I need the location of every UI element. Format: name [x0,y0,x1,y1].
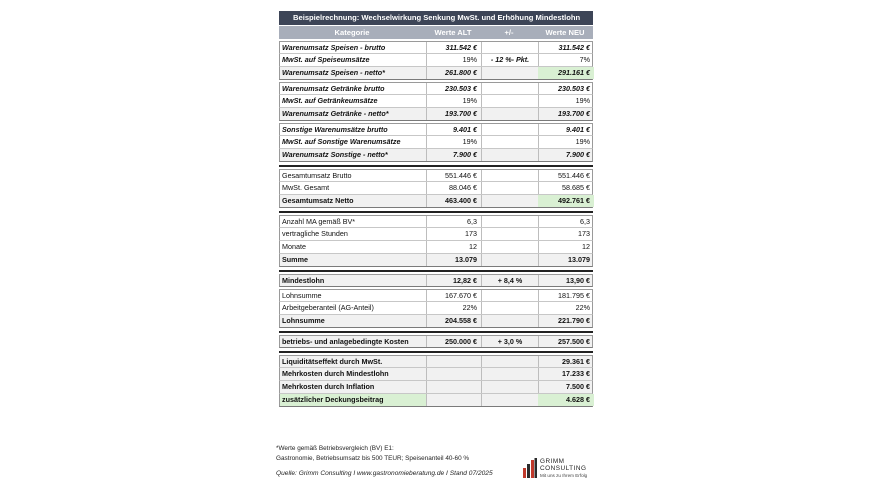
table-row [279,67,593,80]
logo-line2: CONSULTING [540,465,587,472]
table-block [279,355,593,407]
cell-alt: 173 [426,228,482,240]
cell-alt: 311.542 € [426,42,482,53]
cell-lab: Monate [282,242,306,251]
cell-alt: 22% [426,302,482,314]
table-row [279,355,593,368]
cell-neu: 173 [578,229,590,238]
section-divider [279,165,593,167]
table-row [279,123,593,136]
footnote-line2: Gastronomie, Betriebsumsatz bis 500 TEUR; Speisenanteil 40-60 % [276,455,470,462]
cell-lab: Sonstige Warenumsätze brutto [282,125,388,134]
logo-name [540,458,586,472]
cell-neu: 13,90 € [566,276,590,285]
cell-neu: 7.500 € [566,382,590,391]
cell-pm [482,302,539,314]
table-row [279,274,593,287]
cell-lab: Lohnsumme [282,291,322,300]
cell-neu: 221.790 € [558,316,590,325]
cell-neu: 291.161 € [538,67,594,79]
cell-neu: 7% [579,55,590,64]
cell-alt: 250.000 € [426,336,482,347]
table-row [279,169,593,182]
header-alt: Werte ALT [434,28,472,37]
cell-neu: 12 [582,242,590,251]
cell-pm: - 12 %- Pkt. [482,54,539,66]
cell-alt: 13.079 [426,254,482,266]
cell-pm [482,216,539,227]
cell-pm [482,381,539,393]
cell-alt [426,394,482,406]
column-header [279,26,593,39]
cell-neu: 257.500 € [558,337,590,346]
section-divider [279,351,593,353]
cell-lab: MwSt. Gesamt [282,183,330,192]
cell-pm: + 8,4 % [482,275,539,286]
table-row [279,335,593,348]
cell-pm [482,228,539,240]
cell-alt: 204.558 € [426,315,482,327]
cell-lab: Arbeitgeberanteil (AG-Anteil) [282,303,374,312]
cell-lab: Mehrkosten durch Mindestlohn [282,369,389,378]
source-note: Quelle: Grimm Consulting I www.gastronomieberatung.de I Stand 07/2025 [276,470,493,477]
section-divider [279,211,593,213]
cell-alt: 12 [426,241,482,253]
cell-neu: 181.795 € [558,291,590,300]
logo-bars-icon [523,458,537,478]
table-row [279,195,593,208]
cell-neu: 9.401 € [566,125,590,134]
cell-alt: 193.700 € [426,108,482,120]
cell-lab: MwSt. auf Getränkeumsätze [282,96,378,105]
header-neu: Werte NEU [545,28,585,37]
cell-neu: 13.079 [568,255,590,264]
table-block [279,82,593,121]
section-divider [279,270,593,272]
cell-neu: 4.628 € [538,394,594,406]
cell-neu: 492.761 € [538,195,594,207]
header-pm: +/- [504,28,514,37]
cell-lab: Warenumsatz Speisen - netto* [282,68,385,77]
table-row [279,368,593,381]
cell-alt: 261.800 € [426,67,482,79]
cell-neu: 193.700 € [558,109,590,118]
table-block [279,169,593,208]
footnote-line1: *Werte gemäß Betriebsvergleich (BV) E1: [276,445,394,452]
cell-pm [482,368,539,380]
cell-neu: 29.361 € [562,357,590,366]
cell-alt: 12,82 € [426,275,482,286]
table-row [279,381,593,394]
table-row [279,315,593,328]
table-row [279,82,593,95]
section-divider [279,331,593,333]
cell-pm [482,95,539,107]
cell-lab: MwSt. auf Speiseumsätze [282,55,370,64]
cell-alt: 463.400 € [426,195,482,207]
cell-pm [482,315,539,327]
cell-pm [482,241,539,253]
cell-lab: Lohnsumme [282,316,325,325]
table-row [279,302,593,315]
grimm-consulting-logo [523,456,603,480]
cell-lab: Gesamtumsatz Brutto [282,171,352,180]
cell-neu: 6,3 [580,217,590,226]
cell-lab: zusätzlicher Deckungsbeitrag [280,394,426,406]
cell-lab: Warenumsatz Getränke brutto [282,84,385,93]
cell-lab: Gesamtumsatz Netto [282,196,354,205]
cell-alt [426,368,482,380]
cell-pm [482,42,539,53]
table-row [279,254,593,267]
sheet-title: Beispielrechnung: Wechselwirkung Senkung MwSt. und Erhöhung Mindestlohn [279,11,593,25]
cell-pm [482,108,539,120]
table-row [279,95,593,108]
table-row [279,54,593,67]
cell-alt: 167.670 € [426,290,482,301]
cell-pm [482,254,539,266]
cell-pm [482,356,539,367]
cell-alt: 6,3 [426,216,482,227]
header-kategorie: Kategorie [334,28,370,37]
table-block [279,289,593,328]
cell-neu: 19% [575,96,590,105]
table-row [279,394,593,407]
cell-lab: Anzahl MA gemäß BV* [282,217,356,226]
cell-neu: 58.685 € [562,183,590,192]
cell-alt [426,381,482,393]
table-row [279,289,593,302]
table-block [279,41,593,80]
table-row [279,108,593,121]
cell-alt: 19% [426,95,482,107]
cell-alt: 551.446 € [426,170,482,181]
cell-pm [482,170,539,181]
table-block [279,215,593,267]
cell-pm [482,83,539,94]
cell-neu: 17.233 € [562,369,590,378]
table-row [279,149,593,162]
cell-alt [426,356,482,367]
cell-pm [482,290,539,301]
table-body [279,41,593,407]
cell-lab: Mehrkosten durch Inflation [282,382,375,391]
cell-pm: + 3,0 % [482,336,539,347]
logo-tagline: Mit uns zu Ihrem Erfolg [540,473,588,478]
table-row [279,228,593,241]
table-row [279,41,593,54]
cell-alt: 19% [426,136,482,148]
cell-pm [482,124,539,135]
table-block [279,335,593,348]
cell-pm [482,394,539,406]
cell-lab: betriebs- und anlagebedingte Kosten [282,337,409,346]
table-row [279,241,593,254]
cell-neu: 311.542 € [558,43,590,52]
cell-pm [482,136,539,148]
cell-pm [482,195,539,207]
cell-alt: 19% [426,54,482,66]
cell-alt: 9.401 € [426,124,482,135]
cell-neu: 551.446 € [558,171,590,180]
cell-lab: Summe [282,255,308,264]
cell-lab: vertragliche Stunden [282,229,348,238]
cell-lab: Mindestlohn [282,276,325,285]
cell-neu: 7.900 € [566,150,590,159]
table-row [279,182,593,195]
cell-alt: 7.900 € [426,149,482,161]
table-row [279,215,593,228]
cell-pm [482,182,539,194]
cell-alt: 88.046 € [426,182,482,194]
calculation-sheet [279,11,593,407]
cell-lab: Warenumsatz Getränke - netto* [282,109,389,118]
cell-lab: Liquiditätseffekt durch MwSt. [282,357,383,366]
cell-lab: Warenumsatz Speisen - brutto [282,43,386,52]
table-block [279,123,593,162]
cell-neu: 19% [575,137,590,146]
cell-pm [482,67,539,79]
cell-neu: 230.503 € [558,84,590,93]
logo-line1: GRIMM [540,458,565,465]
cell-pm [482,149,539,161]
table-row [279,136,593,149]
table-block [279,274,593,287]
cell-lab: MwSt. auf Sonstige Warenumsätze [282,137,401,146]
cell-alt: 230.503 € [426,83,482,94]
cell-neu: 22% [575,303,590,312]
cell-lab: Warenumsatz Sonstige - netto* [282,150,388,159]
